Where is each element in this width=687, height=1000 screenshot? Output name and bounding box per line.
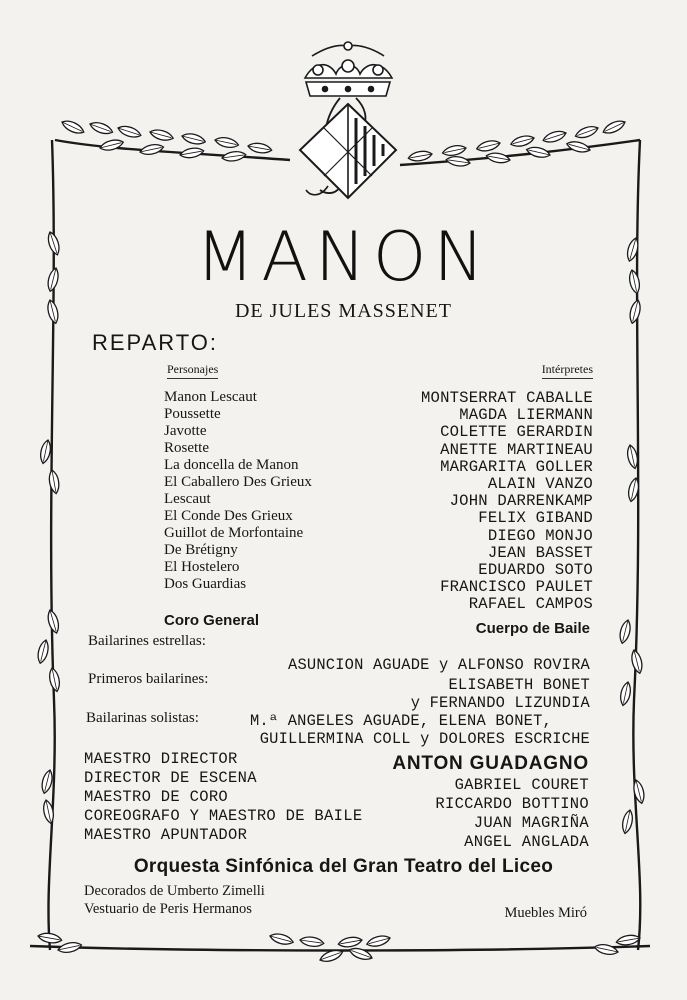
performer-name: DIEGO MONJO [487, 526, 593, 545]
character-name: El Hostelero [164, 559, 240, 575]
soloists-label: Bailarinas solistas: [86, 710, 199, 726]
staff-name: GABRIEL COURET [454, 776, 589, 794]
character-name: El Caballero Des Grieux [164, 474, 312, 490]
staff-roles [84, 750, 362, 845]
performer-name: ALAIN VANZO [487, 475, 593, 494]
performer-name: ANETTE MARTINEAU [440, 440, 593, 459]
character-name: Manon Lescaut [164, 389, 257, 405]
performer-name: MONTSERRAT CABALLE [420, 389, 593, 407]
ballet-label: Cuerpo de Baile [475, 620, 590, 637]
staff-role: MAESTRO DIRECTOR [84, 750, 238, 768]
performer-name: FELIX GIBAND [478, 509, 593, 528]
character-name: Guillot de Morfontaine [164, 525, 304, 541]
crown-icon [305, 42, 392, 96]
performer-name: MARGARITA GOLLER [440, 457, 593, 476]
opera-title: MANON [195, 218, 492, 297]
character-name: Poussette [164, 406, 221, 422]
characters-column-header: Personajes [167, 362, 218, 379]
sets-credit: Decorados de Umberto Zimelli [84, 883, 265, 899]
conductor-name: ANTON GUADAGNO [392, 753, 589, 774]
staff-role: MAESTRO DE CORO [84, 788, 229, 806]
performer-name: EDUARDO SOTO [478, 561, 593, 580]
character-name: Dos Guardias [164, 576, 247, 592]
staff-role: DIRECTOR DE ESCENA [84, 769, 257, 787]
furniture-credit: Muebles Miró [504, 905, 587, 921]
top-right-laurel-branch [400, 118, 640, 168]
performer-name: JOHN DARRENKAMP [449, 492, 593, 511]
staff-name: RICCARDO BOTTINO [435, 795, 589, 813]
top-left-laurel-branch [55, 118, 290, 163]
principal-dancers-label: Primeros bailarines: [88, 671, 209, 687]
character-name: Lescaut [164, 491, 211, 507]
principal-dancers-name-2: y FERNANDO LIZUNDIA [410, 694, 590, 712]
staff-name: ANGEL ANGLADA [464, 833, 589, 851]
character-list [164, 389, 312, 593]
production-credits [84, 882, 265, 918]
star-dancers-label: Bailarines estrellas: [88, 633, 206, 649]
bottom-laurel-border [30, 932, 650, 965]
staff-role: COREOGRAFO Y MAESTRO DE BAILE [84, 807, 363, 825]
coat-of-arms-icon [300, 98, 396, 198]
performer-name: RAFAEL CAMPOS [468, 595, 593, 614]
composer-line: DE JULES MASSENET [234, 300, 452, 322]
character-name: El Conde Des Grieux [164, 508, 293, 524]
performer-name: JEAN BASSET [487, 543, 593, 562]
chorus-label: Coro General [164, 612, 260, 629]
soloists-names-1: M.ª ANGELES AGUADE, ELENA BONET, [250, 712, 552, 730]
staff-name: JUAN MAGRIÑA [473, 814, 589, 832]
star-dancers-names: ASUNCION AGUADE y ALFONSO ROVIRA [288, 656, 590, 674]
soloists-names-2: GUILLERMINA COLL y DOLORES ESCRICHE [259, 730, 590, 748]
orchestra-credit: Orquesta Sinfónica del Gran Teatro del Liceo [133, 856, 554, 877]
performer-name: MAGDA LIERMANN [459, 406, 593, 425]
performer-list [421, 390, 593, 614]
principal-dancers-name-1: ELISABETH BONET [448, 676, 590, 694]
staff-role: MAESTRO APUNTADOR [84, 826, 248, 844]
staff-names [435, 776, 589, 852]
cast-heading: REPARTO: [92, 330, 219, 355]
character-name: La doncella de Manon [164, 457, 299, 473]
performers-column-header: Intérpretes [542, 362, 593, 379]
character-name: De Brétigny [164, 542, 238, 558]
character-name: Rosette [164, 440, 209, 456]
costumes-credit: Vestuario de Peris Hermanos [84, 901, 252, 917]
performer-name: FRANCISCO PAULET [440, 578, 593, 597]
performer-name: COLETTE GERARDIN [440, 423, 593, 442]
character-name: Javotte [164, 423, 207, 439]
